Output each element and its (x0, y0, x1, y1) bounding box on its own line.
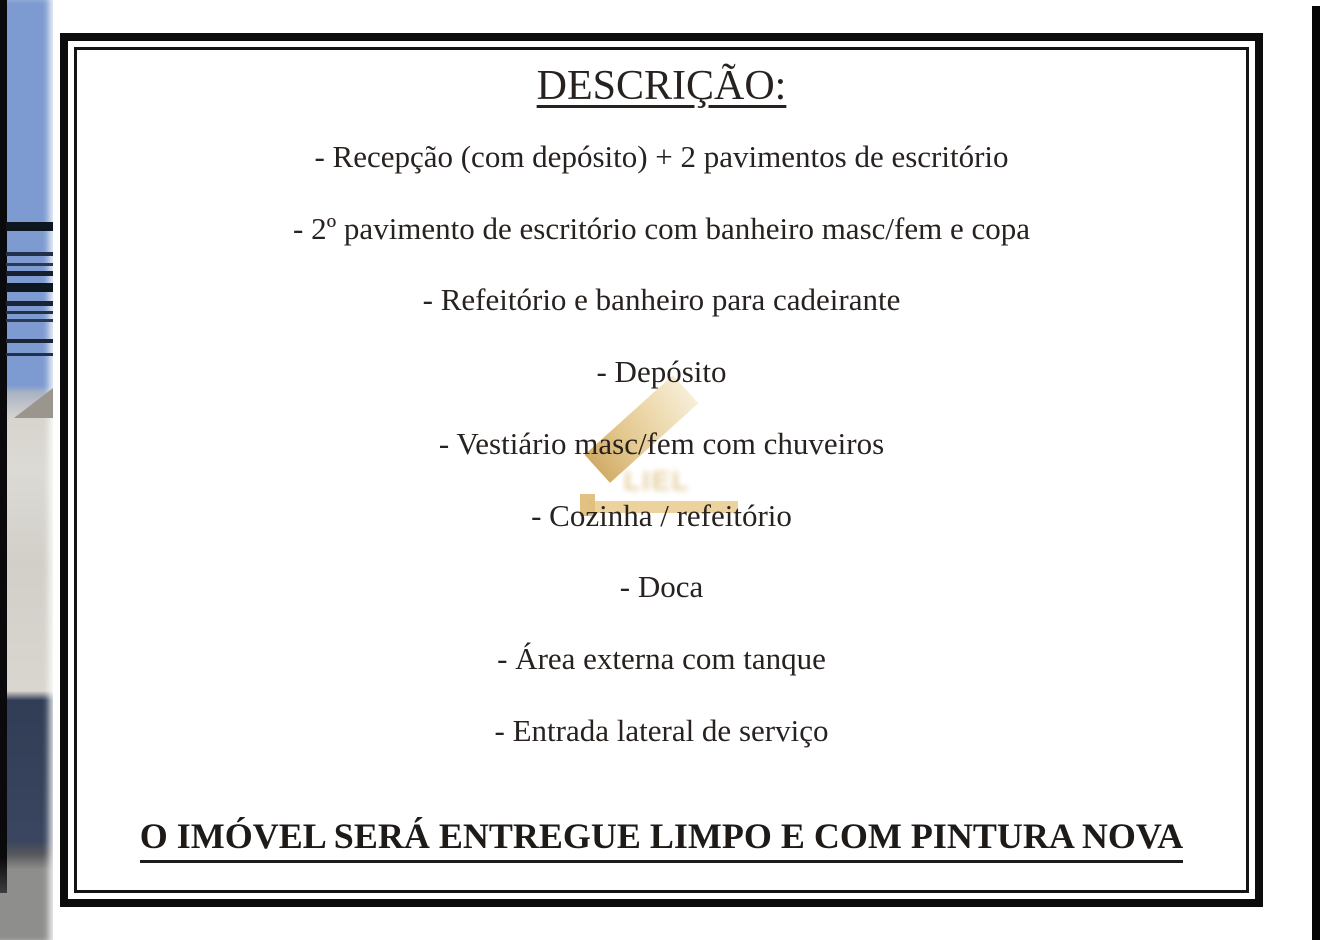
footer-note (77, 815, 1246, 863)
photo-streak (6, 319, 53, 322)
photo-streak (6, 353, 53, 356)
list-item-refeitorio-banheiro: - Refeitório e banheiro para cadeirante (422, 282, 901, 317)
photo-streak (6, 339, 53, 343)
list-item-deposito: - Depósito (596, 354, 727, 389)
photo-streak (6, 283, 53, 292)
page-title: DESCRIÇÃO: (536, 63, 787, 109)
list-item-area-externa: - Área externa com tanque (497, 641, 826, 676)
photo-streak (6, 222, 53, 231)
list-item-2-pavimento: - 2º pavimento de escritório com banheiro masc/fem e copa (293, 211, 1030, 246)
description-card-inner (74, 47, 1249, 893)
photo-streak (6, 271, 53, 276)
photo-streak (6, 301, 53, 306)
list-item-vestiario: - Vestiário masc/fem com chuveiros (438, 426, 885, 461)
photo-streak (6, 252, 53, 256)
photo-streak (6, 311, 53, 314)
description-card (60, 33, 1263, 907)
photo-streak (6, 263, 53, 266)
list-item-cozinha: - Cozinha / refeitório (531, 498, 792, 533)
right-edge-bar (1312, 6, 1320, 940)
list-item-recepcao: - Recepção (com depósito) + 2 pavimentos de escritório (314, 139, 1009, 174)
photo-strip-dark-edge (0, 0, 7, 893)
background-photo-strip (0, 0, 53, 940)
watermark-text: LIEL (623, 466, 691, 496)
list-item-doca: - Doca (619, 569, 704, 604)
photo-roof-corner (14, 388, 53, 418)
footer-note-text: O IMÓVEL SERÁ ENTREGUE LIMPO E COM PINTURA NOVA (140, 815, 1183, 863)
list-item-entrada-lateral: - Entrada lateral de serviço (494, 713, 829, 748)
